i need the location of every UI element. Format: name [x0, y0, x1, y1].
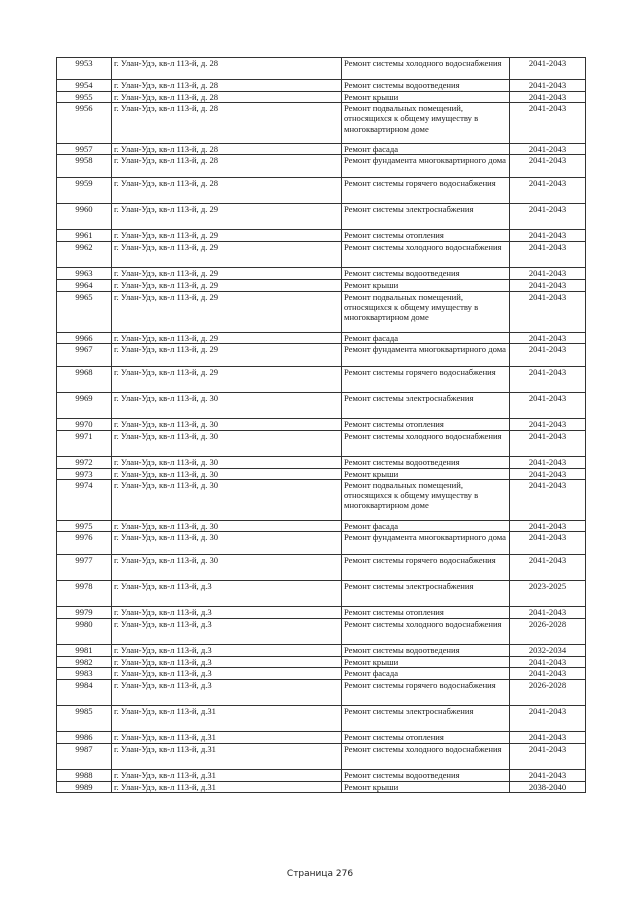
address-cell: г. Улан-Удэ, кв-л 113-й, д. 29	[112, 280, 342, 291]
table-row	[57, 58, 586, 80]
work-type-cell: Ремонт крыши	[342, 92, 510, 103]
address-cell: г. Улан-Удэ, кв-л 113-й, д.31	[112, 743, 342, 769]
period-cell: 2041-2043	[510, 92, 586, 103]
address-cell: г. Улан-Удэ, кв-л 113-й, д. 29	[112, 230, 342, 242]
period-cell: 2041-2043	[510, 430, 586, 456]
work-type-cell: Ремонт системы отопления	[342, 607, 510, 619]
address-cell: г. Улан-Удэ, кв-л 113-й, д. 29	[112, 268, 342, 280]
row-number: 9971	[57, 430, 112, 456]
period-cell: 2041-2043	[510, 392, 586, 418]
period-cell: 2041-2043	[510, 103, 586, 144]
work-type-cell: Ремонт фасада	[342, 332, 510, 343]
address-cell: г. Улан-Удэ, кв-л 113-й, д.3	[112, 645, 342, 657]
work-type-cell: Ремонт системы водоотведения	[342, 456, 510, 468]
work-type-cell: Ремонт крыши	[342, 657, 510, 668]
table-row	[57, 430, 586, 456]
row-number: 9977	[57, 555, 112, 581]
row-number: 9980	[57, 619, 112, 645]
table-row	[57, 668, 586, 679]
table-row	[57, 607, 586, 619]
table-row	[57, 268, 586, 280]
period-cell: 2041-2043	[510, 291, 586, 332]
address-cell: г. Улан-Удэ, кв-л 113-й, д. 29	[112, 332, 342, 343]
period-cell: 2041-2043	[510, 58, 586, 80]
table-row	[57, 781, 586, 792]
row-number: 9973	[57, 468, 112, 479]
period-cell: 2041-2043	[510, 532, 586, 555]
work-type-cell: Ремонт системы электроснабжения	[342, 705, 510, 731]
address-cell: г. Улан-Удэ, кв-л 113-й, д. 28	[112, 58, 342, 80]
work-type-cell: Ремонт системы электроснабжения	[342, 581, 510, 607]
address-cell: г. Улан-Удэ, кв-л 113-й, д. 28	[112, 144, 342, 155]
period-cell: 2041-2043	[510, 743, 586, 769]
period-cell: 2041-2043	[510, 555, 586, 581]
address-cell: г. Улан-Удэ, кв-л 113-й, д. 28	[112, 92, 342, 103]
work-type-cell: Ремонт фасада	[342, 144, 510, 155]
address-cell: г. Улан-Удэ, кв-л 113-й, д.31	[112, 781, 342, 792]
row-number: 9968	[57, 366, 112, 392]
address-cell: г. Улан-Удэ, кв-л 113-й, д.3	[112, 607, 342, 619]
table-row	[57, 178, 586, 204]
address-cell: г. Улан-Удэ, кв-л 113-й, д.3	[112, 679, 342, 705]
row-number: 9955	[57, 92, 112, 103]
address-cell: г. Улан-Удэ, кв-л 113-й, д.31	[112, 769, 342, 781]
row-number: 9976	[57, 532, 112, 555]
work-type-cell: Ремонт системы холодного водоснабжения	[342, 619, 510, 645]
period-cell: 2041-2043	[510, 268, 586, 280]
period-cell: 2041-2043	[510, 230, 586, 242]
period-cell: 2041-2043	[510, 343, 586, 366]
work-type-cell: Ремонт системы холодного водоснабжения	[342, 430, 510, 456]
period-cell: 2032-2034	[510, 645, 586, 657]
period-cell: 2026-2028	[510, 679, 586, 705]
work-type-cell: Ремонт крыши	[342, 468, 510, 479]
table-row	[57, 532, 586, 555]
period-cell: 2041-2043	[510, 155, 586, 178]
work-type-cell: Ремонт системы водоотведения	[342, 645, 510, 657]
table-row	[57, 619, 586, 645]
address-cell: г. Улан-Удэ, кв-л 113-й, д. 30	[112, 521, 342, 532]
work-type-cell: Ремонт фундамента многоквартирного дома	[342, 343, 510, 366]
address-cell: г. Улан-Удэ, кв-л 113-й, д.3	[112, 668, 342, 679]
row-number: 9984	[57, 679, 112, 705]
table-row	[57, 521, 586, 532]
row-number: 9965	[57, 291, 112, 332]
address-cell: г. Улан-Удэ, кв-л 113-й, д.3	[112, 619, 342, 645]
address-cell: г. Улан-Удэ, кв-л 113-й, д. 28	[112, 155, 342, 178]
row-number: 9983	[57, 668, 112, 679]
period-cell: 2041-2043	[510, 366, 586, 392]
page-number: Страница 276	[286, 869, 354, 879]
table-row	[57, 92, 586, 103]
work-type-cell: Ремонт крыши	[342, 781, 510, 792]
row-number: 9966	[57, 332, 112, 343]
work-type-cell: Ремонт подвальных помещений, относящихся к общему имуществу в многоквартирном доме	[342, 480, 510, 521]
table-row	[57, 366, 586, 392]
work-type-cell: Ремонт системы холодного водоснабжения	[342, 58, 510, 80]
address-cell: г. Улан-Удэ, кв-л 113-й, д. 30	[112, 480, 342, 521]
period-cell: 2041-2043	[510, 480, 586, 521]
table-row	[57, 468, 586, 479]
period-cell: 2041-2043	[510, 204, 586, 230]
work-type-cell: Ремонт крыши	[342, 280, 510, 291]
address-cell: г. Улан-Удэ, кв-л 113-й, д. 29	[112, 291, 342, 332]
row-number: 9975	[57, 521, 112, 532]
row-number: 9985	[57, 705, 112, 731]
row-number: 9954	[57, 80, 112, 92]
table-row	[57, 80, 586, 92]
period-cell: 2041-2043	[510, 769, 586, 781]
period-cell: 2041-2043	[510, 144, 586, 155]
period-cell: 2041-2043	[510, 668, 586, 679]
table-row	[57, 204, 586, 230]
address-cell: г. Улан-Удэ, кв-л 113-й, д. 30	[112, 456, 342, 468]
work-type-cell: Ремонт системы горячего водоснабжения	[342, 366, 510, 392]
address-cell: г. Улан-Удэ, кв-л 113-й, д. 30	[112, 468, 342, 479]
work-type-cell: Ремонт системы отопления	[342, 230, 510, 242]
period-cell: 2023-2025	[510, 581, 586, 607]
address-cell: г. Улан-Удэ, кв-л 113-й, д. 29	[112, 343, 342, 366]
table-row	[57, 144, 586, 155]
table-row	[57, 230, 586, 242]
period-cell: 2041-2043	[510, 242, 586, 268]
table-row	[57, 392, 586, 418]
row-number: 9964	[57, 280, 112, 291]
table-row	[57, 705, 586, 731]
row-number: 9986	[57, 731, 112, 743]
table-row	[57, 555, 586, 581]
address-cell: г. Улан-Удэ, кв-л 113-й, д.31	[112, 731, 342, 743]
address-cell: г. Улан-Удэ, кв-л 113-й, д. 29	[112, 204, 342, 230]
table-row	[57, 280, 586, 291]
address-cell: г. Улан-Удэ, кв-л 113-й, д. 30	[112, 418, 342, 430]
repair-schedule-table	[56, 57, 586, 793]
table-row	[57, 731, 586, 743]
work-type-cell: Ремонт системы отопления	[342, 418, 510, 430]
address-cell: г. Улан-Удэ, кв-л 113-й, д. 28	[112, 178, 342, 204]
row-number: 9974	[57, 480, 112, 521]
table-row	[57, 332, 586, 343]
row-number: 9953	[57, 58, 112, 80]
row-number: 9987	[57, 743, 112, 769]
row-number: 9961	[57, 230, 112, 242]
period-cell: 2041-2043	[510, 521, 586, 532]
work-type-cell: Ремонт системы холодного водоснабжения	[342, 242, 510, 268]
address-cell: г. Улан-Удэ, кв-л 113-й, д. 29	[112, 366, 342, 392]
period-cell: 2041-2043	[510, 280, 586, 291]
period-cell: 2041-2043	[510, 80, 586, 92]
period-cell: 2026-2028	[510, 619, 586, 645]
table-row	[57, 291, 586, 332]
period-cell: 2041-2043	[510, 657, 586, 668]
work-type-cell: Ремонт системы водоотведения	[342, 80, 510, 92]
table-row	[57, 679, 586, 705]
address-cell: г. Улан-Удэ, кв-л 113-й, д. 28	[112, 80, 342, 92]
table-row	[57, 418, 586, 430]
address-cell: г. Улан-Удэ, кв-л 113-й, д. 28	[112, 103, 342, 144]
table-row	[57, 657, 586, 668]
row-number: 9988	[57, 769, 112, 781]
table-body	[57, 58, 586, 793]
period-cell: 2041-2043	[510, 607, 586, 619]
period-cell: 2041-2043	[510, 705, 586, 731]
work-type-cell: Ремонт фундамента многоквартирного дома	[342, 532, 510, 555]
table-row	[57, 155, 586, 178]
period-cell: 2041-2043	[510, 332, 586, 343]
period-cell: 2041-2043	[510, 468, 586, 479]
row-number: 9972	[57, 456, 112, 468]
work-type-cell: Ремонт фасада	[342, 521, 510, 532]
work-type-cell: Ремонт системы горячего водоснабжения	[342, 679, 510, 705]
work-type-cell: Ремонт фундамента многоквартирного дома	[342, 155, 510, 178]
row-number: 9958	[57, 155, 112, 178]
table-row	[57, 645, 586, 657]
address-cell: г. Улан-Удэ, кв-л 113-й, д.3	[112, 581, 342, 607]
work-type-cell: Ремонт системы электроснабжения	[342, 392, 510, 418]
work-type-cell: Ремонт системы водоотведения	[342, 268, 510, 280]
work-type-cell: Ремонт системы горячего водоснабжения	[342, 555, 510, 581]
table-row	[57, 480, 586, 521]
row-number: 9962	[57, 242, 112, 268]
table-row	[57, 242, 586, 268]
work-type-cell: Ремонт системы горячего водоснабжения	[342, 178, 510, 204]
row-number: 9981	[57, 645, 112, 657]
row-number: 9967	[57, 343, 112, 366]
period-cell: 2041-2043	[510, 731, 586, 743]
row-number: 9978	[57, 581, 112, 607]
row-number: 9969	[57, 392, 112, 418]
work-type-cell: Ремонт подвальных помещений, относящихся к общему имуществу в многоквартирном доме	[342, 103, 510, 144]
work-type-cell: Ремонт подвальных помещений, относящихся к общему имуществу в многоквартирном доме	[342, 291, 510, 332]
work-type-cell: Ремонт системы отопления	[342, 731, 510, 743]
work-type-cell: Ремонт фасада	[342, 668, 510, 679]
row-number: 9957	[57, 144, 112, 155]
work-type-cell: Ремонт системы холодного водоснабжения	[342, 743, 510, 769]
row-number: 9970	[57, 418, 112, 430]
table-row	[57, 769, 586, 781]
table-row	[57, 103, 586, 144]
row-number: 9979	[57, 607, 112, 619]
address-cell: г. Улан-Удэ, кв-л 113-й, д. 30	[112, 392, 342, 418]
period-cell: 2041-2043	[510, 418, 586, 430]
address-cell: г. Улан-Удэ, кв-л 113-й, д. 30	[112, 430, 342, 456]
row-number: 9960	[57, 204, 112, 230]
table-row	[57, 456, 586, 468]
row-number: 9982	[57, 657, 112, 668]
address-cell: г. Улан-Удэ, кв-л 113-й, д. 29	[112, 242, 342, 268]
work-type-cell: Ремонт системы водоотведения	[342, 769, 510, 781]
address-cell: г. Улан-Удэ, кв-л 113-й, д. 30	[112, 555, 342, 581]
address-cell: г. Улан-Удэ, кв-л 113-й, д.31	[112, 705, 342, 731]
table-row	[57, 581, 586, 607]
address-cell: г. Улан-Удэ, кв-л 113-й, д.3	[112, 657, 342, 668]
row-number: 9989	[57, 781, 112, 792]
address-cell: г. Улан-Удэ, кв-л 113-й, д. 30	[112, 532, 342, 555]
row-number: 9959	[57, 178, 112, 204]
row-number: 9956	[57, 103, 112, 144]
period-cell: 2041-2043	[510, 456, 586, 468]
table-row	[57, 743, 586, 769]
period-cell: 2038-2040	[510, 781, 586, 792]
row-number: 9963	[57, 268, 112, 280]
period-cell: 2041-2043	[510, 178, 586, 204]
work-type-cell: Ремонт системы электроснабжения	[342, 204, 510, 230]
table-row	[57, 343, 586, 366]
